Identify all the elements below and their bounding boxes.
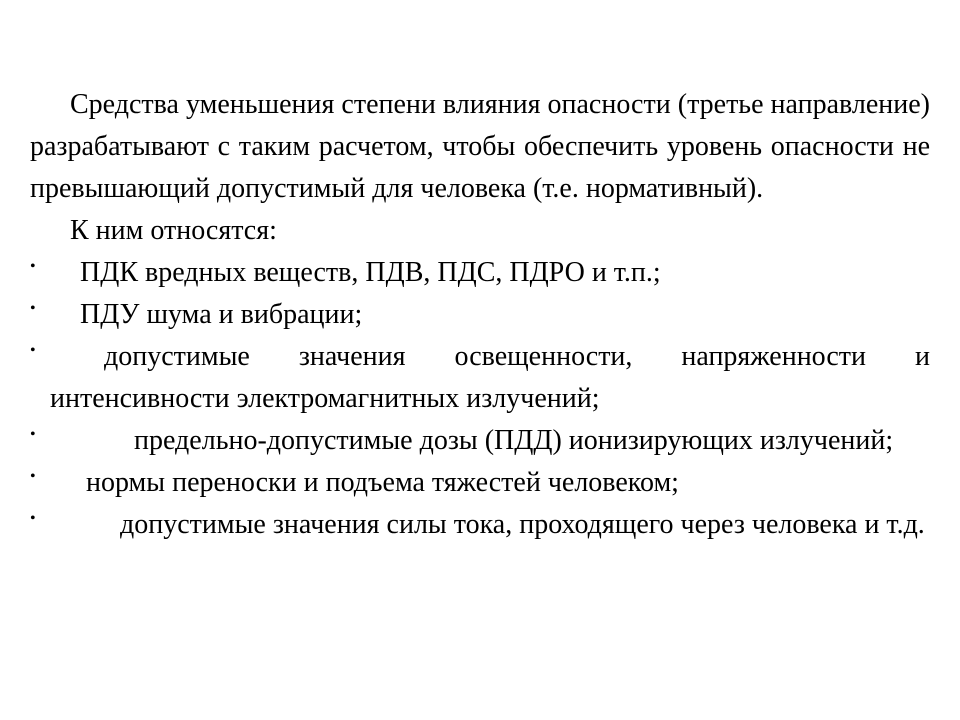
list-item-text: допустимые значения освещенности, напряженности и интенсивности электромагнитных излучений; <box>50 341 930 414</box>
list-item <box>30 504 930 546</box>
bullet-icon: • <box>30 300 36 317</box>
bullet-icon: • <box>30 510 36 527</box>
list-item <box>30 294 930 336</box>
measures-list <box>30 252 930 546</box>
list-item-text: ПДК вредных веществ, ПДВ, ПДС, ПДРО и т.п.; <box>80 257 661 288</box>
bullet-icon: • <box>30 258 36 275</box>
list-item-text: ПДУ шума и вибрации; <box>80 299 363 330</box>
bullet-icon: • <box>30 342 36 359</box>
list-lead: К ним относятся: <box>70 215 277 246</box>
list-item <box>30 462 930 504</box>
slide-content <box>30 84 930 546</box>
bullet-icon: • <box>30 426 36 443</box>
bullet-icon: • <box>30 468 36 485</box>
list-item-text: предельно-допустимые дозы (ПДД) ионизирующих излучений; <box>134 425 894 456</box>
intro-paragraph: Средства уменьшения степени влияния опасности (третье направление) разрабатывают с таким расчетом, чтобы обеспечить уровень опасности не превышающий допустимый для человека (т.е. нормативный). <box>30 89 930 204</box>
list-item-text: допустимые значения силы тока, проходящего через человека и т.д. <box>120 509 925 540</box>
list-item <box>30 336 930 420</box>
list-item <box>30 420 930 462</box>
list-item-text: нормы переноски и подъема тяжестей человеком; <box>86 467 679 498</box>
list-item <box>30 252 930 294</box>
